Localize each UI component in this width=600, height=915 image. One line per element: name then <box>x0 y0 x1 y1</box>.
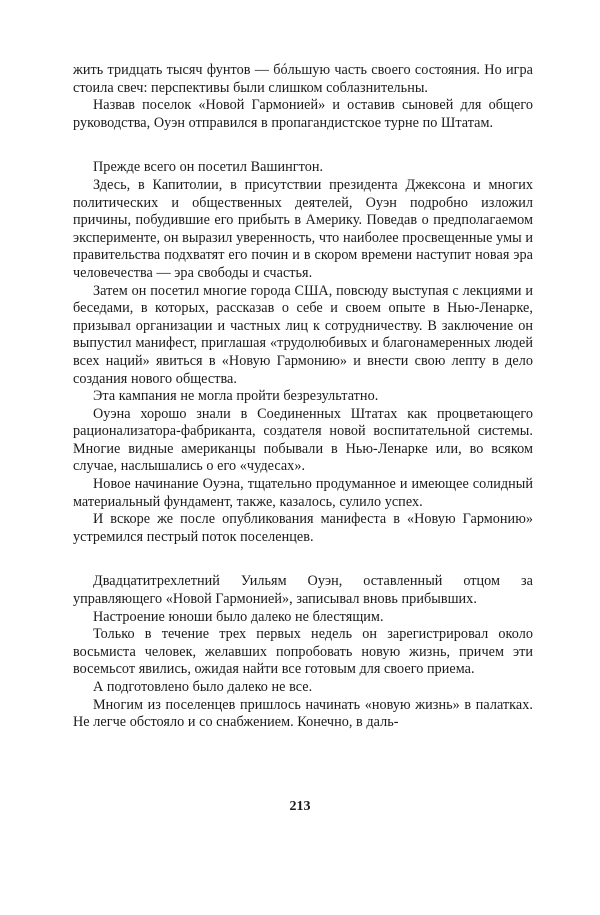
paragraph-3: Прежде всего он посетил Вашингтон. <box>93 159 324 176</box>
paragraph-8: Новое начинание Оуэна, тщательно продуманное и имеющее солидный материальный фундамент, также, казалось, сулило успех. <box>73 476 533 510</box>
paragraph-7: Оуэна хорошо знали в Соединенных Штатах как процветающего рационализатора-фабриканта, создателя новой воспитательной системы. Многие видные американцы побывали в Нью-Ленарке или, во всяком случае, наслышались о его «чудесах». <box>73 405 533 475</box>
page-body <box>73 62 533 732</box>
paragraph-13: А подготовлено было далеко не все. <box>93 679 313 695</box>
paragraph-12: Только в течение трех первых недель он зарегистрировал около восьмиста человек, желавших попробовать новую жизнь, причем эти восемьсот явились, ожидая найти все готовым для своего приема. <box>73 626 533 678</box>
paragraph-6: Эта кампания не могла пройти безрезультатно. <box>93 388 379 405</box>
paragraph-5: Затем он посетил многие города США, повсюду выступая с лекциями и беседами, в которых, рассказав о себе и своем опыте в Нью-Ленарке, призывал организации и частных лиц к сотрудничеству. В заключение он выпустил манифест, приглашая «трудолюбивых и благонамеренных людей всех наций» явиться в «Новую Гармонию» и внести свою лепту в дело создания нового общества. <box>73 282 533 387</box>
paragraph-4: Здесь, в Капитолии, в присутствии президента Джексона и многих политических и общественных деятелей, Оуэн подробно изложил причины, побудившие его прибыть в Америку. Поведав о предполагаемом эксперименте, он выразил уверенность, что наиболее просвещенные умы и правительства подхватят его почин и в скором времени наступит новая эра человечества — эра свободы и счастья. <box>73 176 533 281</box>
paragraph-11: Настроение юноши было далеко не блестящим. <box>93 608 384 625</box>
paragraph-2: Назвав поселок «Новой Гармонией» и оставив сыновей для общего руководства, Оуэн отправился в пропагандистское турне по Штатам. <box>73 97 533 131</box>
section-break-1 <box>73 132 533 159</box>
paragraph-9: И вскоре же после опубликования манифеста в «Новую Гармонию» устремился пестрый поток поселенцев. <box>73 511 533 545</box>
paragraph-10: Двадцатитрехлетний Уильям Оуэн, оставленный отцом за управляющего «Новой Гармонией», записывал вновь прибывших. <box>73 573 533 608</box>
page-number: 213 <box>289 799 311 814</box>
paragraph-1: жить тридцать тысяч фунтов — бóльшую часть своего состояния. Но игра стоила свеч: перспективы были слишком соблазнительны. <box>73 62 533 96</box>
section-break-2 <box>73 546 533 573</box>
paragraph-14: Многим из поселенцев пришлось начинать «новую жизнь» в палатках. Не легче обстояло и со снабжением. Конечно, в даль- <box>73 696 533 731</box>
